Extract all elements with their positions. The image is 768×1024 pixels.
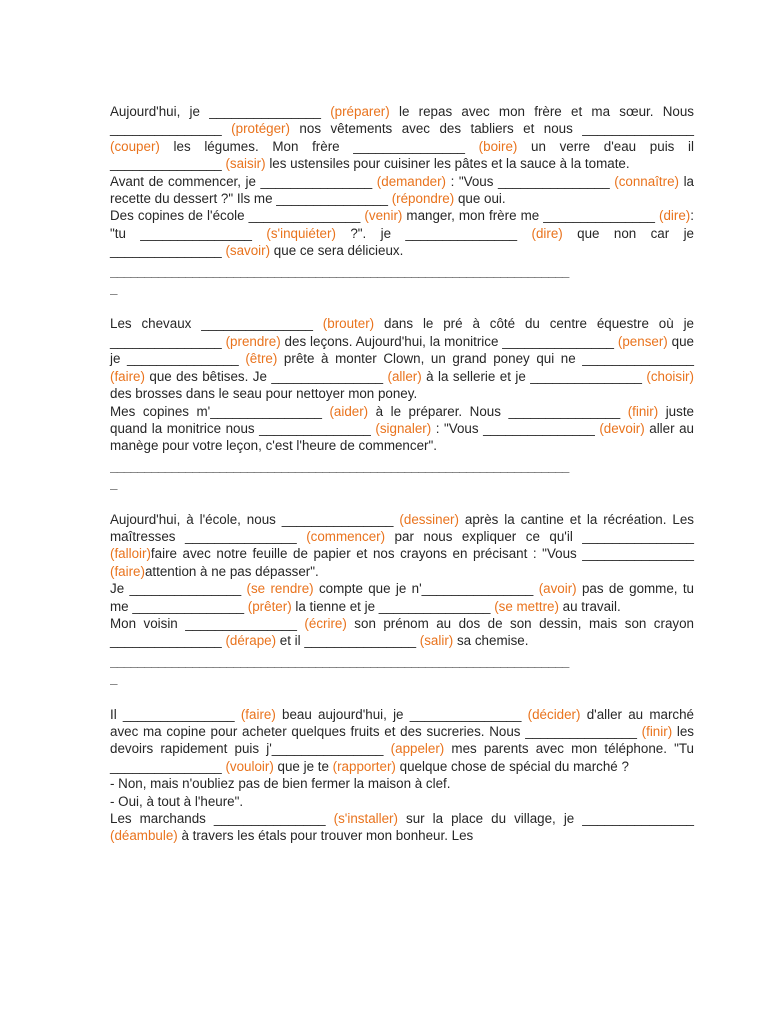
text-run: Les chevaux _______________ [110,316,323,332]
text-run: d'aller au marché avec ma copine pour acheter quelques fruits et des sucreries. Nous _______________ [110,706,694,739]
text-run: que oui. [454,191,506,207]
exercise-paragraph [110,207,694,259]
text-run: des leçons. Aujourd'hui, la monitrice _______________ [280,333,618,349]
text-run: et il _______________ [276,633,420,649]
verb-hint: (déambule) [110,828,178,844]
text-run: Des copines de l'école _______________ [110,208,365,224]
text-run: : "Vous _______________ [446,173,615,189]
text-run: sur la place du village, je _______________ [397,811,694,827]
verb-hint: (aller) [387,368,422,384]
text-run: manger, mon frère me _______________ [402,208,660,224]
verb-hint: (répondre) [391,191,455,207]
text-run: compte que je n'_______________ [313,581,539,597]
verb-hint: (s'installer) [333,811,398,827]
exercise-paragraph [110,315,694,402]
verb-hint: (écrire) [304,615,347,631]
divider-tail: _ [110,671,117,687]
text-run: - Oui, à tout à l'heure". [110,793,244,809]
verb-hint: (couper) [110,138,160,154]
verb-hint: (se mettre) [494,598,559,614]
section-divider [110,458,694,493]
verb-hint: (se rendre) [246,581,314,597]
text-run: prête à monter Clown, un grand poney qui ne _______________ [277,351,694,367]
verb-hint: (préparer) [330,104,390,119]
verb-hint: (penser) [617,333,668,349]
exercise-paragraph [110,103,694,173]
text-run: que ce sera délicieux. [270,243,404,259]
text-run: nos vêtements avec des tabliers et nous _______________ [289,121,694,137]
exercise-paragraph [110,810,694,845]
verb-hint: (avoir) [538,581,577,597]
verb-hint: (finir) [641,724,673,739]
exercise-paragraph [110,706,694,776]
exercise-paragraph [110,793,694,810]
text-run: à travers les étals pour trouver mon bonheur. Les [177,828,474,844]
exercise-text [110,103,694,845]
verb-hint: (décider) [527,706,581,722]
text-run: Avant de commencer, je _______________ [110,173,377,189]
text-run: : "Vous _______________ [431,420,600,436]
exercise-paragraph [110,511,694,581]
exercise-paragraph [110,173,694,208]
verb-hint: (salir) [419,633,454,649]
verb-hint: (falloir) [110,546,151,562]
divider-line: ___________________________________________________________________ [110,263,569,279]
text-run: Mon voisin _______________ [110,615,305,631]
verb-hint: (savoir) [225,243,271,259]
text-run: la tienne et je _______________ [291,598,495,614]
text-run: quelque chose de spécial du marché ? [395,758,629,774]
text-run: le repas avec mon frère et ma sœur. Nous _______________ [110,104,695,137]
exercise-paragraph [110,775,694,792]
text-run: que je te [273,758,333,774]
text-run: à le préparer. Nous _______________ [368,403,628,419]
exercise-paragraph [110,403,694,455]
text-run: après la cantine et la récréation. Les maîtresses _______________ [110,511,694,544]
verb-hint: (rapporter) [332,758,396,774]
verb-hint: (dire) [659,208,691,224]
verb-hint: (être) [245,351,278,367]
verb-hint: (devoir) [599,420,645,436]
verb-hint: (aider) [329,403,369,419]
verb-hint: (dessiner) [399,511,459,527]
text-run: un verre d'eau puis il _______________ [110,138,694,172]
text-run: attention à ne pas dépasser". [144,563,319,579]
divider-tail: _ [110,281,117,297]
text-run: Il _______________ [110,706,241,722]
verb-hint: (demander) [376,173,447,189]
divider-tail: _ [110,476,117,492]
text-run: faire avec notre feuille de papier et nos crayons en précisant : "Vous _______________ [150,546,694,562]
text-run: les devoirs rapidement puis j'_______________ [110,724,694,757]
text-run: sa chemise. [453,633,529,649]
text-run: pas de gomme, tu me _______________ [110,581,695,614]
text-run: Aujourd'hui, à l'école, nous _______________ [110,511,400,527]
text-run: Mes copines m'_______________ [110,403,330,419]
verb-hint: (commencer) [306,528,386,544]
exercise-paragraph [110,615,694,650]
text-run: ?". je _______________ [335,225,532,241]
text-run: que je _______________ [110,333,694,367]
verb-hint: (faire) [110,368,145,384]
text-run: les légumes. Mon frère _______________ [159,138,479,154]
text-run: - Non, mais n'oubliez pas de bien fermer la maison à clef. [110,776,451,792]
verb-hint: (s'inquiéter) [266,225,336,241]
verb-hint: (dérape) [225,633,277,649]
verb-hint: (brouter) [322,316,375,332]
verb-hint: (boire) [478,138,518,154]
text-run: Les marchands _______________ [110,811,334,827]
exercise-paragraph [110,580,694,615]
text-run: mes parents avec mon téléphone. "Tu _______________ [110,741,694,774]
verb-hint: (faire) [110,563,145,579]
text-run: que des bêtises. Je _______________ [144,368,388,384]
text-run: par nous expliquer ce qu'il _______________ [385,528,694,544]
verb-hint: (dire) [531,225,563,241]
text-run: que non car je _______________ [110,225,694,259]
text-run: son prénom au dos de son dessin, mais son crayon _______________ [110,615,694,649]
text-run: la recette du dessert ?" Ils me _______________ [110,173,694,207]
text-run: les ustensiles pour cuisiner les pâtes et la sauce à la tomate. [265,156,630,172]
verb-hint: (venir) [364,208,403,224]
text-run: beau aujourd'hui, je _______________ [275,706,528,722]
verb-hint: (protéger) [231,121,290,137]
section-divider [110,653,694,688]
verb-hint: (prendre) [225,333,281,349]
text-run: dans le pré à côté du centre équestre où je _______________ [110,316,694,349]
verb-hint: (connaître) [614,173,679,189]
verb-hint: (saisir) [225,156,266,172]
verb-hint: (choisir) [646,368,694,384]
section-divider [110,263,694,298]
text-run: : "tu _______________ [110,208,694,241]
verb-hint: (signaler) [375,420,432,436]
divider-line: ___________________________________________________________________ [110,458,569,474]
verb-hint: (faire) [240,706,276,722]
verb-hint: (appeler) [390,741,445,757]
text-run: à la sellerie et je _______________ [421,368,647,384]
text-run: juste quand la monitrice nous _______________ [110,403,694,436]
text-run: Aujourd'hui, je _______________ [110,104,331,119]
text-run: au travail. [558,598,621,614]
verb-hint: (finir) [627,403,659,419]
text-run: des brosses dans le seau pour nettoyer mon poney. [110,386,418,402]
text-run: aller au manège pour votre leçon, c'est l'heure de commencer". [110,420,694,454]
verb-hint: (vouloir) [225,758,274,774]
divider-line: ___________________________________________________________________ [110,653,569,669]
text-run: Je _______________ [110,581,247,597]
verb-hint: (prêter) [247,598,292,614]
